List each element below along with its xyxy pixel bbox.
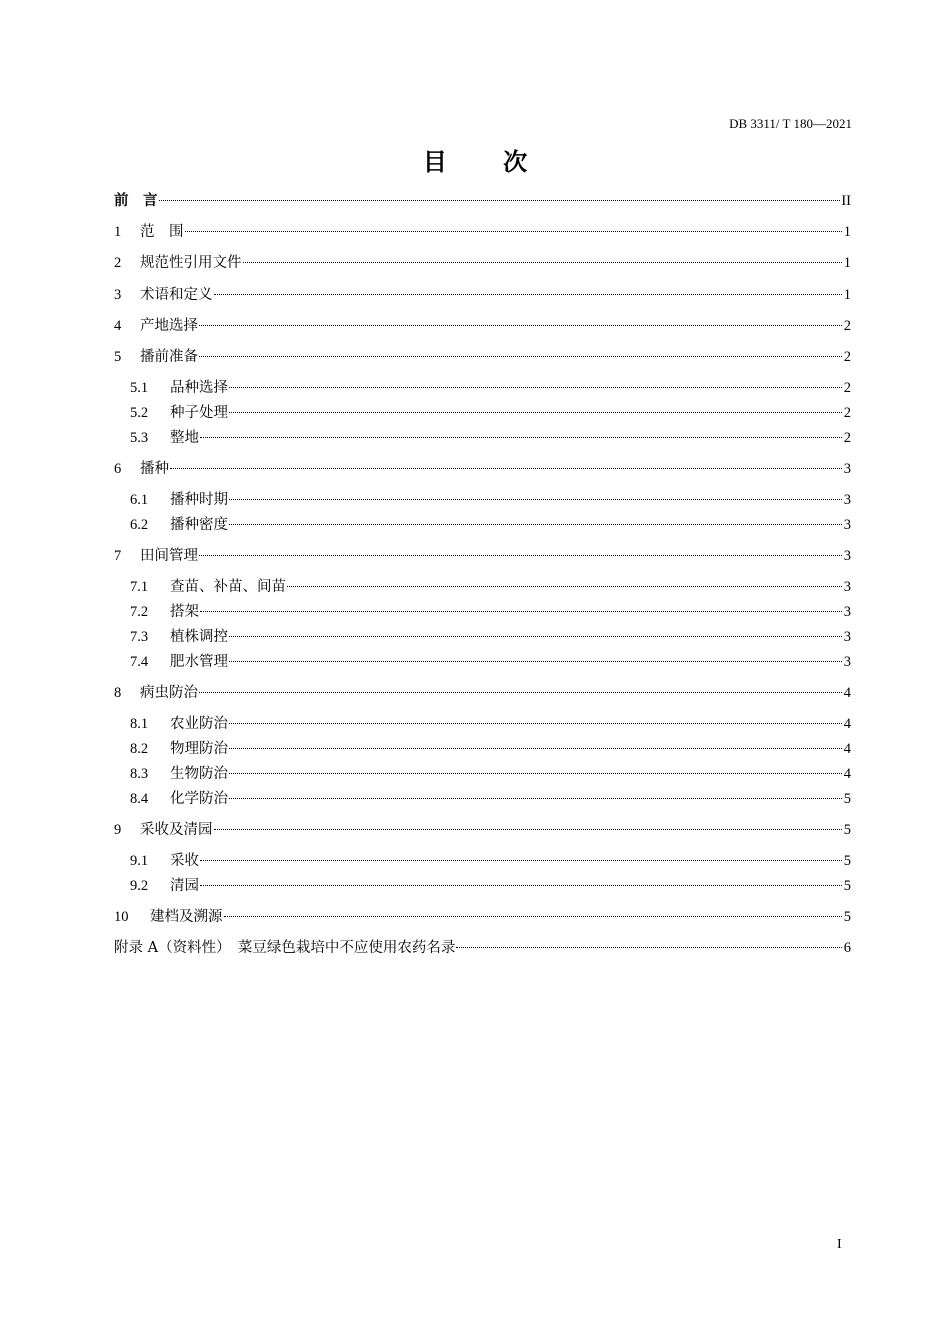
toc-entry-number: 8.2	[130, 741, 149, 757]
toc-entry-label: 采收	[170, 853, 199, 869]
dot-leader	[224, 916, 843, 917]
toc-entry-number: 6.2	[130, 517, 149, 533]
toc-entry[interactable]	[114, 316, 851, 336]
toc-title: 目 次	[422, 148, 552, 176]
dot-leader	[456, 947, 842, 948]
toc-subentry[interactable]	[130, 378, 851, 398]
toc-entry-page: 5	[843, 822, 851, 838]
dot-leader	[199, 356, 842, 357]
toc-entry[interactable]	[114, 459, 851, 479]
toc-entry-label: 范 围	[140, 224, 184, 240]
dot-leader	[200, 611, 842, 612]
toc-entry-label: 采收及清园	[140, 822, 213, 838]
toc-entry-page: 3	[843, 604, 851, 620]
toc-entry-page: 3	[843, 629, 851, 645]
page-number: I	[837, 1237, 842, 1252]
toc-entry-number: 5	[114, 349, 122, 365]
toc-subentry[interactable]	[130, 515, 851, 535]
dot-leader	[229, 723, 842, 724]
toc-entry-label: 物理防治	[170, 741, 228, 757]
toc-entry-page: 2	[843, 405, 851, 421]
toc-entry-number: 6.1	[130, 492, 149, 508]
dot-leader	[287, 586, 842, 587]
toc-entry-label: 播种	[140, 461, 169, 477]
toc-entry-page: II	[841, 193, 851, 209]
toc-entry-number: 6	[114, 461, 122, 477]
toc-subentry[interactable]	[130, 739, 851, 759]
dot-leader	[229, 387, 842, 388]
toc-entry-page: 3	[843, 654, 851, 670]
toc-entry-page: 4	[843, 685, 851, 701]
toc-entry-label: 附录 A（资料性） 菜豆绿色栽培中不应使用农药名录	[114, 940, 456, 956]
dot-leader	[214, 829, 843, 830]
toc-entry[interactable]	[114, 820, 851, 840]
toc-subentry[interactable]	[130, 851, 851, 871]
toc-entry-number: 4	[114, 318, 122, 334]
toc-entry[interactable]	[114, 907, 851, 927]
toc-entry-number: 1	[114, 224, 122, 240]
toc-entry-label: 播种密度	[170, 517, 228, 533]
toc-entry-label: 产地选择	[140, 318, 198, 334]
toc-entry-number: 7.1	[130, 579, 149, 595]
toc-entry-preface[interactable]	[114, 191, 851, 211]
toc-entry-number: 8.4	[130, 791, 149, 807]
dot-leader	[159, 200, 841, 201]
toc-entry-page: 3	[843, 461, 851, 477]
toc-subentry[interactable]	[130, 602, 851, 622]
toc-entry-number: 9.2	[130, 878, 149, 894]
toc-entry-number: 5.1	[130, 380, 149, 396]
toc-subentry[interactable]	[130, 714, 851, 734]
toc-entry-number: 5.3	[130, 430, 149, 446]
toc-entry-page: 2	[843, 349, 851, 365]
toc-subentry[interactable]	[130, 577, 851, 597]
toc-entry-page: 4	[843, 716, 851, 732]
toc-entry-number: 8.1	[130, 716, 149, 732]
dot-leader	[229, 524, 842, 525]
dot-leader	[199, 325, 842, 326]
document-code: DB 3311/ T 180—2021	[729, 116, 852, 131]
toc-entry-page: 1	[843, 224, 851, 240]
toc-entry-label: 肥水管理	[170, 654, 228, 670]
toc-entry-label: 播种时期	[170, 492, 228, 508]
dot-leader	[185, 231, 843, 232]
dot-leader	[200, 860, 842, 861]
toc-entry-number: 7	[114, 548, 122, 564]
toc-entry-label: 生物防治	[170, 766, 228, 782]
toc-entry-number: 10	[114, 909, 129, 925]
toc-entry-page: 1	[843, 255, 851, 271]
toc-entry-page: 3	[843, 548, 851, 564]
toc-entry-number: 7.4	[130, 654, 149, 670]
dot-leader	[200, 885, 842, 886]
toc-entry-page: 6	[843, 940, 851, 956]
toc-entry-page: 2	[843, 430, 851, 446]
toc-entry-label: 术语和定义	[140, 287, 213, 303]
toc-entry-label: 查苗、补苗、间苗	[170, 579, 286, 595]
toc-entry-page: 2	[843, 380, 851, 396]
dot-leader	[229, 499, 842, 500]
toc-subentry[interactable]	[130, 403, 851, 423]
toc-entry-page: 5	[843, 791, 851, 807]
toc-entry[interactable]	[114, 683, 851, 703]
toc-entry-label: 播前准备	[140, 349, 198, 365]
toc-subentry[interactable]	[130, 428, 851, 448]
toc-entry-label: 整地	[170, 430, 199, 446]
dot-leader	[229, 661, 842, 662]
toc-entry-number: 7.2	[130, 604, 149, 620]
toc-entry-label: 植株调控	[170, 629, 228, 645]
toc-entry-number: 8	[114, 685, 122, 701]
toc-entry-page: 5	[843, 853, 851, 869]
toc-entry-page: 4	[843, 741, 851, 757]
toc-entry[interactable]	[114, 222, 851, 242]
toc-entry-label: 前 言	[114, 192, 158, 209]
toc-entry-number: 2	[114, 255, 122, 271]
toc-entry[interactable]	[114, 546, 851, 566]
toc-entry-label: 田间管理	[140, 548, 198, 564]
toc-entry-number: 9	[114, 822, 122, 838]
toc-entry-number: 3	[114, 287, 122, 303]
toc-entry-label: 规范性引用文件	[140, 255, 242, 271]
toc-entry[interactable]	[114, 347, 851, 367]
toc-entry-number: 7.3	[130, 629, 149, 645]
dot-leader	[229, 798, 842, 799]
toc-entry[interactable]	[114, 253, 851, 273]
toc-entry-label: 农业防治	[170, 716, 228, 732]
toc-subentry[interactable]	[130, 627, 851, 647]
dot-leader	[229, 636, 842, 637]
toc-entry-appendix-a[interactable]	[114, 938, 851, 958]
toc-entry-label: 清园	[170, 878, 199, 894]
toc-subentry[interactable]	[130, 764, 851, 784]
toc-entry-label: 化学防治	[170, 791, 228, 807]
toc-entry-number: 8.3	[130, 766, 149, 782]
toc-entry-page: 3	[843, 517, 851, 533]
toc-subentry[interactable]	[130, 652, 851, 672]
toc-entry-number: 5.2	[130, 405, 149, 421]
toc-entry-page: 2	[843, 318, 851, 334]
toc-entry[interactable]	[114, 285, 851, 305]
dot-leader	[229, 748, 842, 749]
toc-entry-page: 3	[843, 579, 851, 595]
dot-leader	[229, 773, 842, 774]
dot-leader	[214, 294, 843, 295]
dot-leader	[200, 437, 842, 438]
toc-entry-number: 9.1	[130, 853, 149, 869]
toc-entry-page: 3	[843, 492, 851, 508]
toc-subentry[interactable]	[130, 789, 851, 809]
toc-entry-page: 5	[843, 909, 851, 925]
toc-subentry[interactable]	[130, 490, 851, 510]
toc-entry-page: 5	[843, 878, 851, 894]
dot-leader	[170, 468, 842, 469]
toc-entry-label: 品种选择	[170, 380, 228, 396]
toc-entry-label: 建档及溯源	[150, 909, 223, 925]
dot-leader	[199, 692, 842, 693]
toc-subentry[interactable]	[130, 876, 851, 896]
dot-leader	[229, 412, 842, 413]
toc-entry-page: 4	[843, 766, 851, 782]
toc-entry-label: 搭架	[170, 604, 199, 620]
dot-leader	[243, 262, 843, 263]
dot-leader	[199, 555, 842, 556]
toc-entry-label: 病虫防治	[140, 685, 198, 701]
toc-entry-page: 1	[843, 287, 851, 303]
toc-entry-label: 种子处理	[170, 405, 228, 421]
